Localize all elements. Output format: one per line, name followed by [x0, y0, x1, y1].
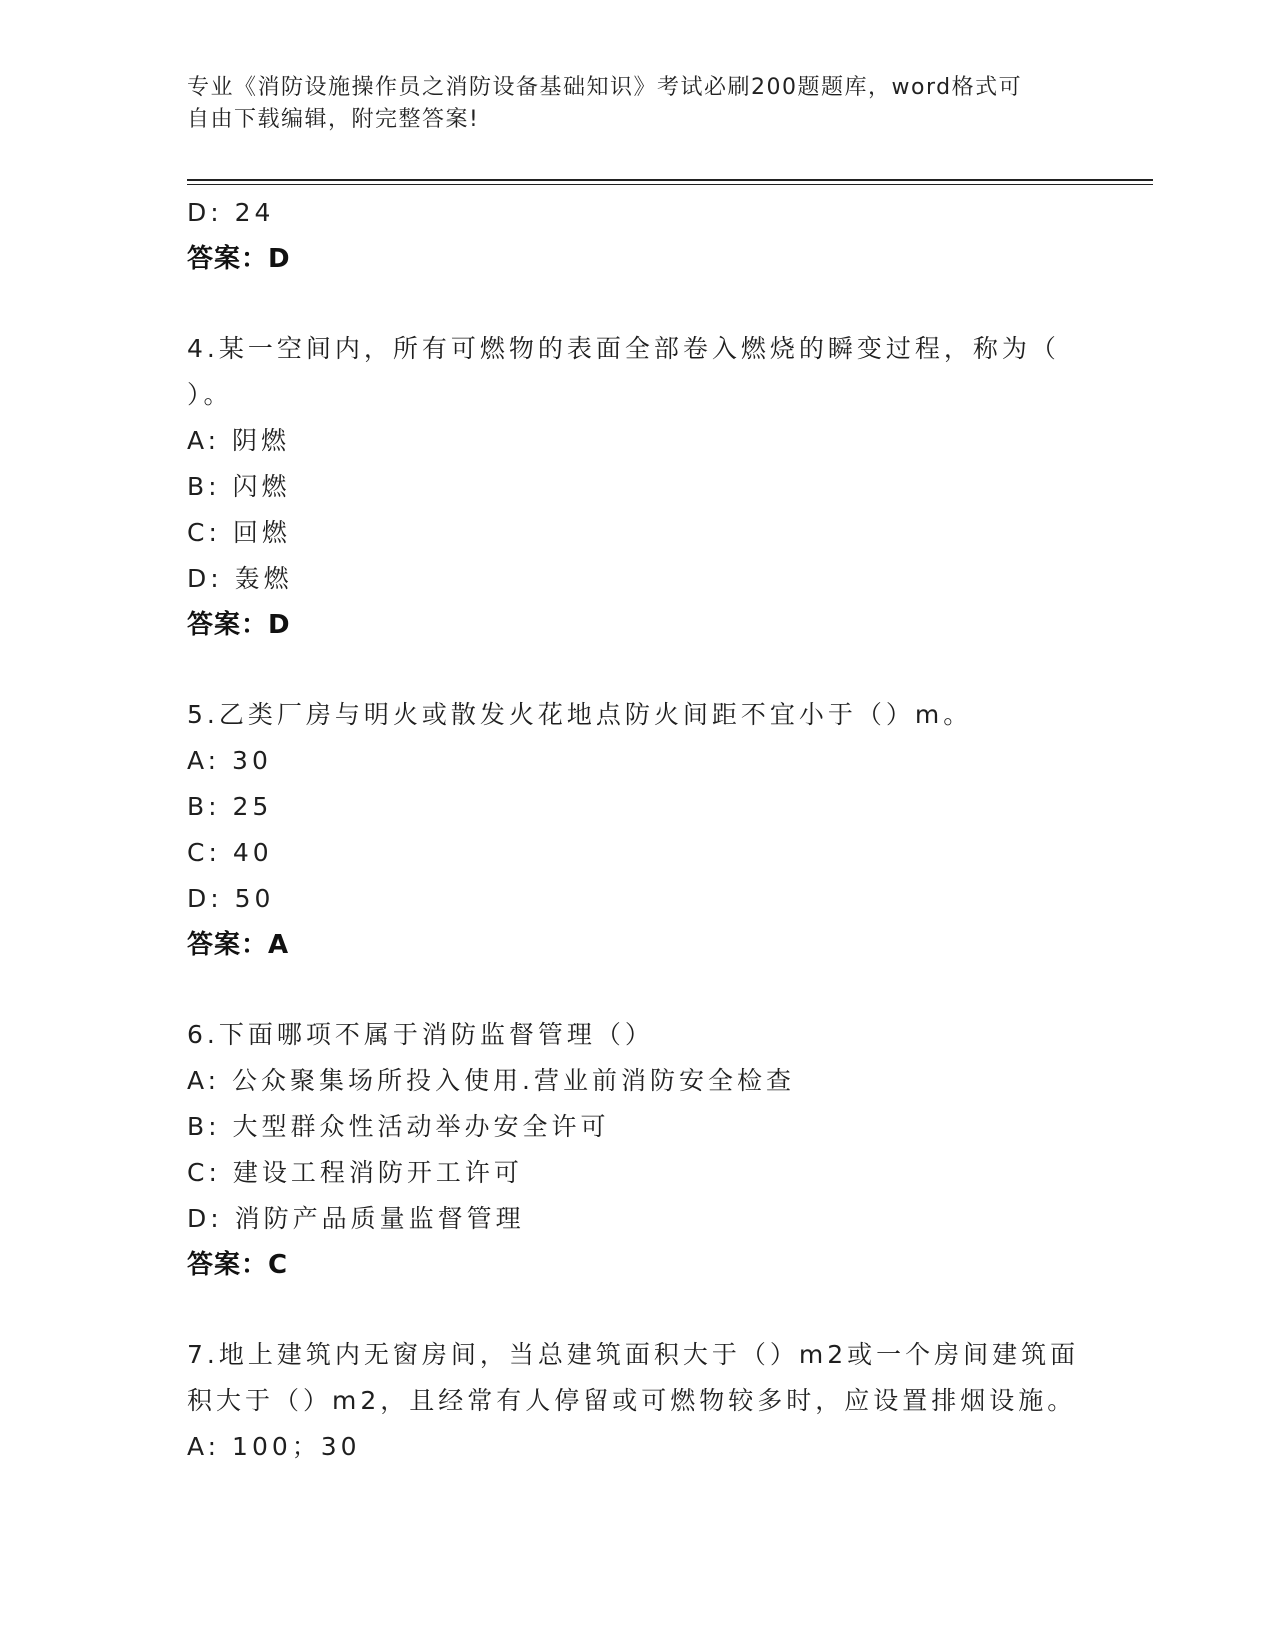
document-header	[187, 72, 1087, 136]
spacer	[187, 1288, 1087, 1332]
option-d: D: 24	[187, 198, 275, 227]
option-b: B: 闪燃	[187, 472, 291, 501]
option-a: A: 30	[187, 746, 272, 775]
answer-label: 答案：A	[187, 930, 290, 960]
spacer	[187, 968, 1087, 1012]
question-stem-line-1: 4.某一空间内，所有可燃物的表面全部卷入燃烧的瞬变过程，称为（	[187, 334, 1060, 363]
option-a: A: 100；30	[187, 1432, 361, 1461]
question-stem: 6.下面哪项不属于消防监督管理（）	[187, 1020, 654, 1049]
question-7	[187, 1332, 1087, 1470]
option-b: B: 大型群众性活动举办安全许可	[187, 1112, 610, 1141]
option-c: C: 40	[187, 838, 273, 867]
header-divider-thin	[187, 184, 1153, 185]
question-stem-line-2: ）。	[187, 380, 233, 409]
answer-label: 答案：C	[187, 1250, 289, 1280]
question-3-tail	[187, 190, 1087, 282]
option-a: A: 公众聚集场所投入使用.营业前消防安全检查	[187, 1066, 795, 1095]
answer-label: 答案：D	[187, 610, 291, 640]
header-title-line-1: 专业《消防设施操作员之消防设备基础知识》考试必刷200题题库，word格式可	[187, 75, 1023, 100]
question-list	[187, 190, 1087, 1470]
answer-label: 答案：D	[187, 244, 291, 274]
option-b: B: 25	[187, 792, 273, 821]
option-c: C: 回燃	[187, 518, 291, 547]
option-d: D: 50	[187, 884, 275, 913]
question-6	[187, 1012, 1087, 1288]
option-d: D: 消防产品质量监督管理	[187, 1204, 525, 1233]
question-stem: 5.乙类厂房与明火或散发火花地点防火间距不宜小于（）m。	[187, 700, 973, 729]
question-stem-line-1: 7.地上建筑内无窗房间，当总建筑面积大于（）m2或一个房间建筑面	[187, 1340, 1080, 1369]
question-stem-line-2: 积大于（）m2，且经常有人停留或可燃物较多时，应设置排烟设施。	[187, 1386, 1077, 1415]
option-d: D: 轰燃	[187, 564, 293, 593]
question-5	[187, 692, 1087, 968]
spacer	[187, 282, 1087, 326]
header-divider-thick	[187, 179, 1153, 181]
spacer	[187, 648, 1087, 692]
option-c: C: 建设工程消防开工许可	[187, 1158, 523, 1187]
option-a: A: 阴燃	[187, 426, 291, 455]
header-title-line-2: 自由下载编辑，附完整答案!	[187, 107, 480, 132]
question-4	[187, 326, 1087, 648]
